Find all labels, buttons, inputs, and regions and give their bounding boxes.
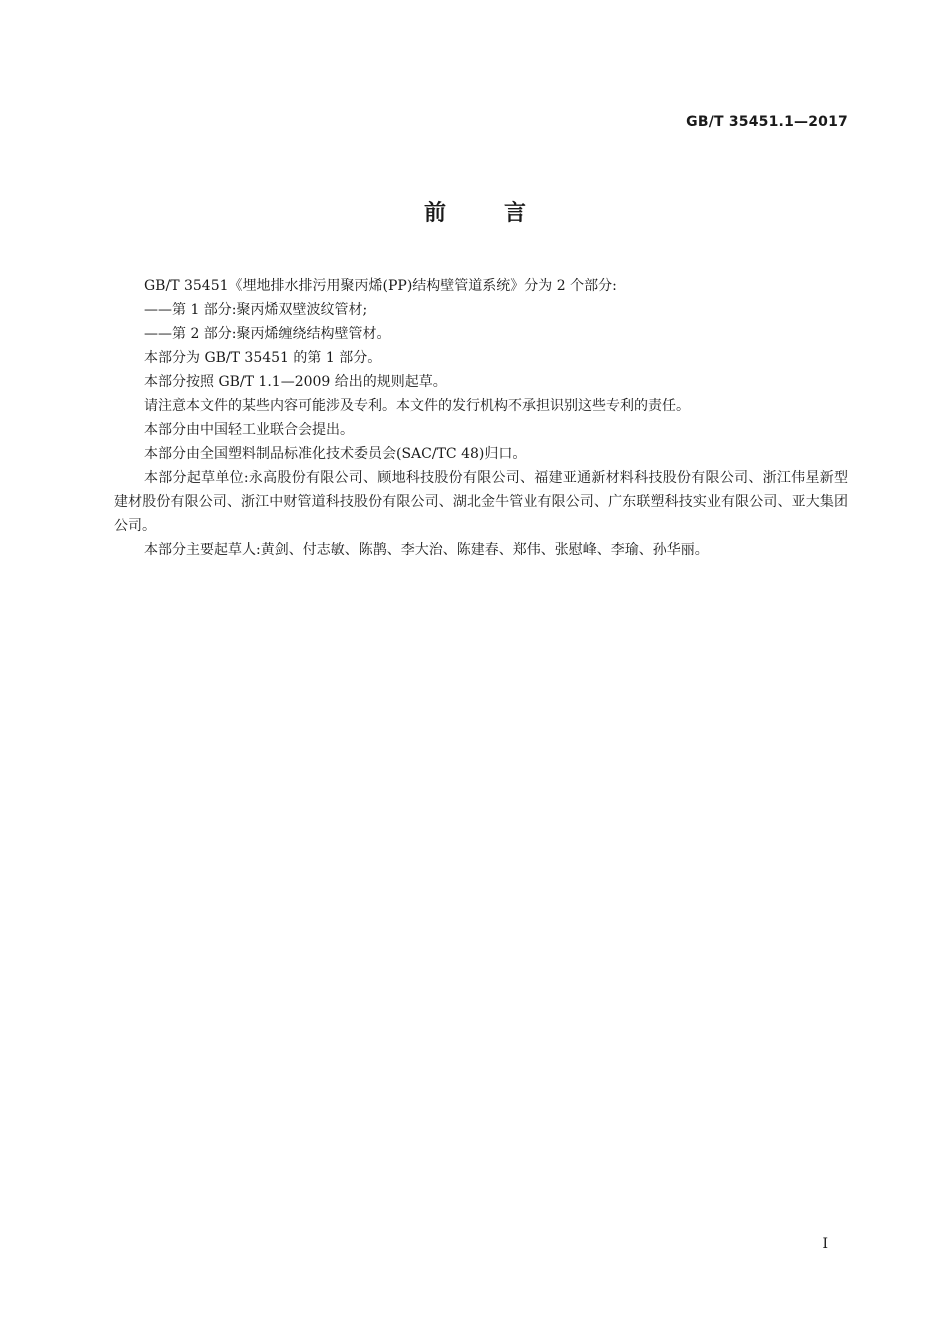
standard-number: GB/T 35451.1—2017 — [686, 114, 848, 130]
paragraph-part-scope: 本部分为 GB/T 35451 的第 1 部分。 — [144, 350, 382, 366]
paragraph-committee: 本部分由全国塑料制品标准化技术委员会(SAC/TC 48)归口。 — [144, 446, 527, 462]
page-title: 前言 — [423, 201, 584, 226]
paragraph-drafting-rules: 本部分按照 GB/T 1.1—2009 给出的规则起草。 — [144, 374, 447, 390]
paragraph-patent-notice: 请注意本文件的某些内容可能涉及专利。本文件的发行机构不承担识别这些专利的责任。 — [144, 398, 690, 414]
list-item-part-2: ——第 2 部分:聚丙烯缠绕结构壁管材。 — [144, 326, 391, 342]
paragraph-proposer: 本部分由中国轻工业联合会提出。 — [144, 422, 354, 438]
foreword-body — [114, 274, 848, 562]
paragraph-parts-intro: GB/T 35451《埋地排水排污用聚丙烯(PP)结构壁管道系统》分为 2 个部分: — [144, 278, 617, 294]
paragraph-drafting-units: 本部分起草单位:永高股份有限公司、顾地科技股份有限公司、福建亚通新材料科技股份有限公司、浙江伟星新型建材股份有限公司、浙江中财管道科技股份有限公司、湖北金牛管业有限公司、广东联塑科技实业有限公司、亚大集团公司。 — [114, 470, 848, 534]
paragraph-drafters: 本部分主要起草人:黄剑、付志敏、陈鹊、李大治、陈建春、郑伟、张慰峰、李瑜、孙华丽。 — [144, 542, 709, 558]
list-item-part-1: ——第 1 部分:聚丙烯双壁波纹管材; — [144, 302, 368, 318]
page-number: I — [822, 1236, 828, 1252]
